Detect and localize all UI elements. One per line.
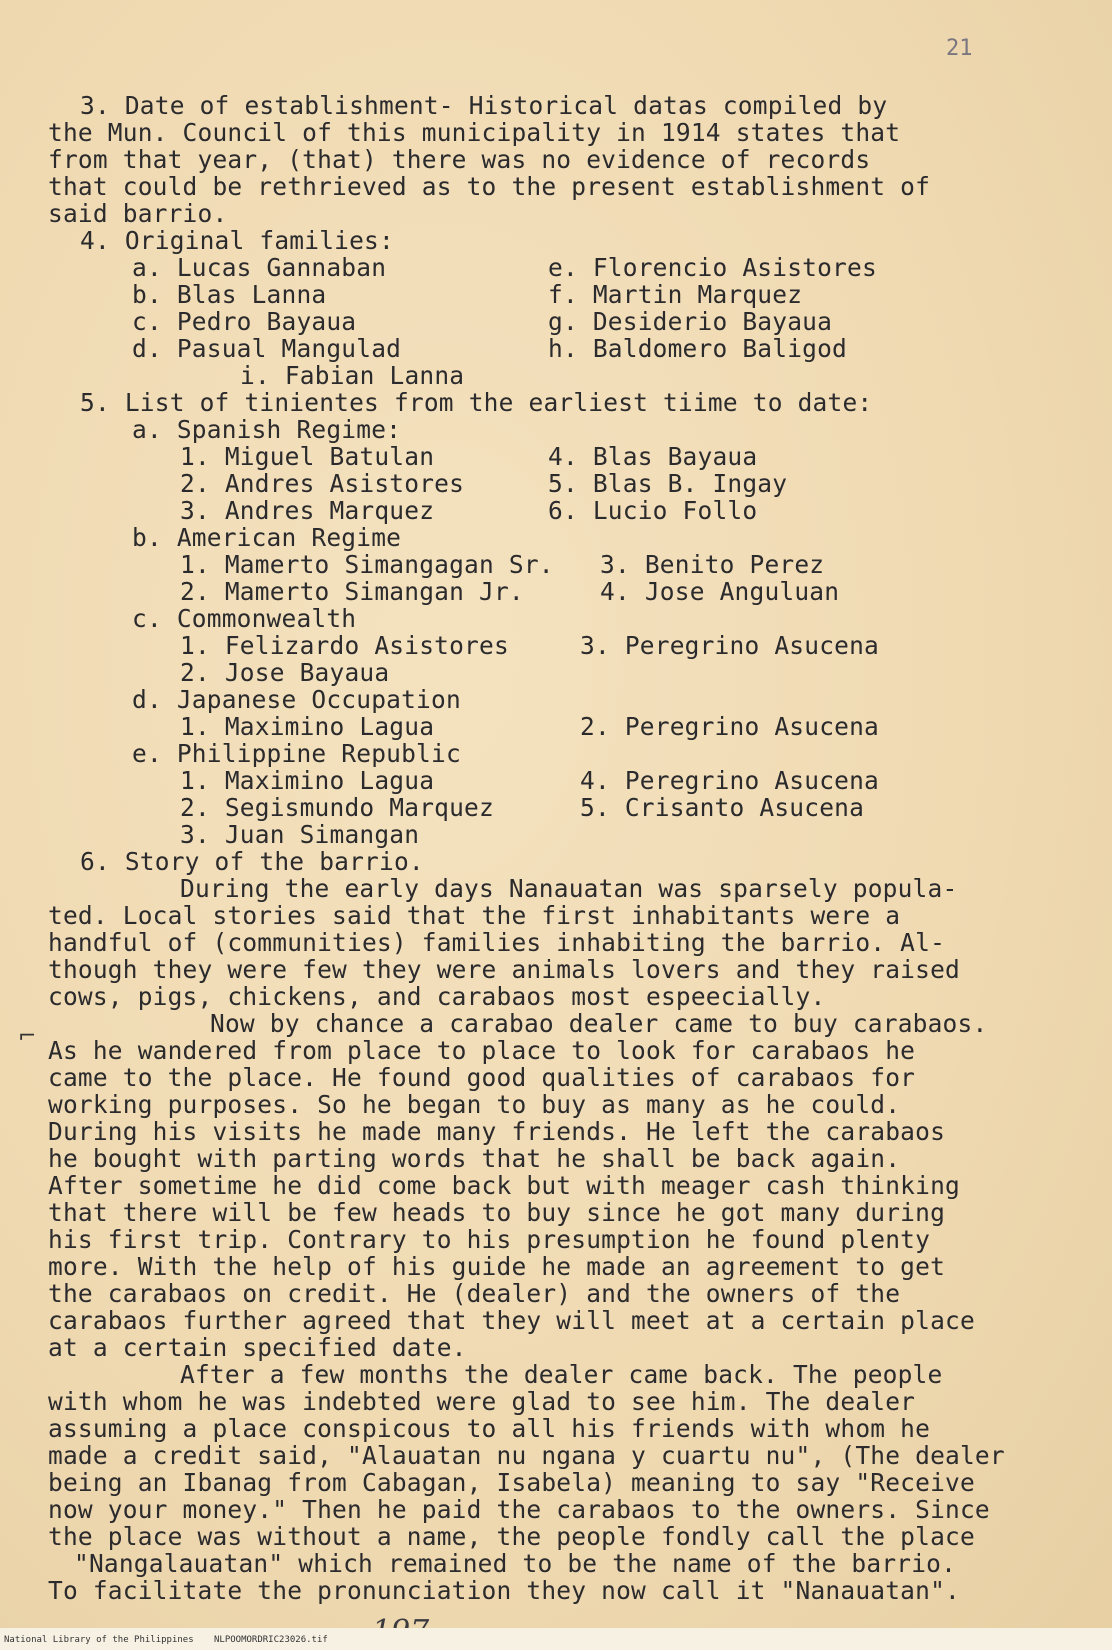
- list-item: b. Blas Lanna: [132, 280, 327, 309]
- text-line: he bought with parting words that he shall be back again.: [48, 1144, 901, 1173]
- list-item: 5. Blas B. Ingay: [548, 469, 788, 498]
- list-item: 4. Peregrino Asucena: [580, 766, 880, 795]
- text-line: that could be rethrieved as to the present establishment of: [48, 172, 931, 201]
- text-line: carabaos further agreed that they will meet at a certain place: [48, 1306, 975, 1335]
- text-line: To facilitate the pronunciation they now call it "Nanauatan".: [48, 1576, 960, 1605]
- text-line: at a certain specified date.: [48, 1333, 467, 1362]
- subsection-heading: e. Philippine Republic: [132, 739, 461, 768]
- subsection-heading: b. American Regime: [132, 523, 402, 552]
- list-item: 4. Jose Anguluan: [600, 577, 840, 606]
- list-item: f. Martin Marquez: [548, 280, 803, 309]
- page-number: 21: [946, 36, 973, 61]
- list-item: 5. Crisanto Asucena: [580, 793, 865, 822]
- text-line: After a few months the dealer came back. The people: [180, 1360, 943, 1389]
- subsection-heading: c. Commonwealth: [132, 604, 357, 633]
- text-line: working purposes. So he began to buy as many as he could.: [48, 1090, 901, 1119]
- text-line: After sometime he did come back but with meager cash thinking: [48, 1171, 960, 1200]
- text-line: came to the place. He found good qualities of carabaos for: [48, 1063, 916, 1092]
- text-line: During the early days Nanauatan was sparsely popula-: [180, 874, 958, 903]
- section-heading: 5. List of tinientes from the earliest tiime to date:: [80, 388, 873, 417]
- list-item: 1. Miguel Batulan: [180, 442, 435, 471]
- margin-mark: ⌐: [18, 1024, 37, 1049]
- text-line: from that year, (that) there was no evidence of records: [48, 145, 871, 174]
- text-line: made a credit said, "Alauatan nu ngana y cuartu nu", (The dealer: [48, 1441, 1005, 1470]
- list-item: i. Fabian Lanna: [240, 361, 465, 390]
- text-line: handful of (communities) families inhabiting the barrio. Al-: [48, 928, 946, 957]
- subsection-heading: d. Japanese Occupation: [132, 685, 461, 714]
- list-item: 1. Maximino Lagua: [180, 766, 435, 795]
- list-item: 2. Jose Bayaua: [180, 658, 390, 687]
- subsection-heading: a. Spanish Regime:: [132, 415, 402, 444]
- footer-file-name: NLPOOMORDRIC23026.tif: [214, 1635, 328, 1645]
- text-line: "Nangalauatan" which remained to be the name of the barrio.: [74, 1549, 957, 1578]
- list-item: h. Baldomero Baligod: [548, 334, 848, 363]
- list-item: 2. Andres Asistores: [180, 469, 465, 498]
- text-line: being an Ibanag from Cabagan, Isabela) meaning to say "Receive: [48, 1468, 975, 1497]
- list-item: g. Desiderio Bayaua: [548, 307, 833, 336]
- list-item: a. Lucas Gannaban: [132, 253, 387, 282]
- text-line: ted. Local stories said that the first inhabitants were a: [48, 901, 901, 930]
- list-item: 2. Mamerto Simangan Jr.: [180, 577, 524, 606]
- list-item: 3. Juan Simangan: [180, 820, 420, 849]
- list-item: 1. Felizardo Asistores: [180, 631, 509, 660]
- text-line: though they were few they were animals lovers and they raised: [48, 955, 960, 984]
- text-line: As he wandered from place to place to look for carabaos he: [48, 1036, 916, 1065]
- list-item: 1. Mamerto Simangagan Sr.: [180, 550, 554, 579]
- text-line: During his visits he made many friends. He left the carabaos: [48, 1117, 946, 1146]
- list-item: 3. Peregrino Asucena: [580, 631, 880, 660]
- list-item: 4. Blas Bayaua: [548, 442, 758, 471]
- text-line: now your money." Then he paid the carabaos to the owners. Since: [48, 1495, 990, 1524]
- list-item: 2. Segismundo Marquez: [180, 793, 494, 822]
- section-heading: 6. Story of the barrio.: [80, 847, 424, 876]
- list-item: e. Florencio Asistores: [548, 253, 877, 282]
- text-line: said barrio.: [48, 199, 228, 228]
- list-item: 3. Benito Perez: [600, 550, 825, 579]
- text-line: cows, pigs, chickens, and carabaos most espeecially.: [48, 982, 826, 1011]
- text-line: the place was without a name, the people fondly call the place: [48, 1522, 975, 1551]
- section-heading: 4. Original families:: [80, 226, 394, 255]
- list-item: 2. Peregrino Asucena: [580, 712, 880, 741]
- scan-footer: [0, 1628, 1112, 1650]
- list-item: d. Pasual Mangulad: [132, 334, 402, 363]
- text-line: with whom he was indebted were glad to see him. The dealer: [48, 1387, 916, 1416]
- list-item: c. Pedro Bayaua: [132, 307, 357, 336]
- list-item: 1. Maximino Lagua: [180, 712, 435, 741]
- text-line: the carabaos on credit. He (dealer) and the owners of the: [48, 1279, 901, 1308]
- text-line: that there will be few heads to buy since he got many during: [48, 1198, 946, 1227]
- footer-library-name: National Library of the Philippines: [4, 1635, 194, 1645]
- list-item: 6. Lucio Follo: [548, 496, 758, 525]
- text-line: the Mun. Council of this municipality in 1914 states that: [48, 118, 901, 147]
- text-line: more. With the help of his guide he made an agreement to get: [48, 1252, 946, 1281]
- text-line: 3. Date of establishment- Historical datas compiled by: [80, 91, 888, 120]
- text-line: assuming a place conspicous to all his friends with whom he: [48, 1414, 931, 1443]
- text-line: Now by chance a carabao dealer came to buy carabaos.: [210, 1009, 988, 1038]
- list-item: 3. Andres Marquez: [180, 496, 435, 525]
- text-line: his first trip. Contrary to his presumption he found plenty: [48, 1225, 931, 1254]
